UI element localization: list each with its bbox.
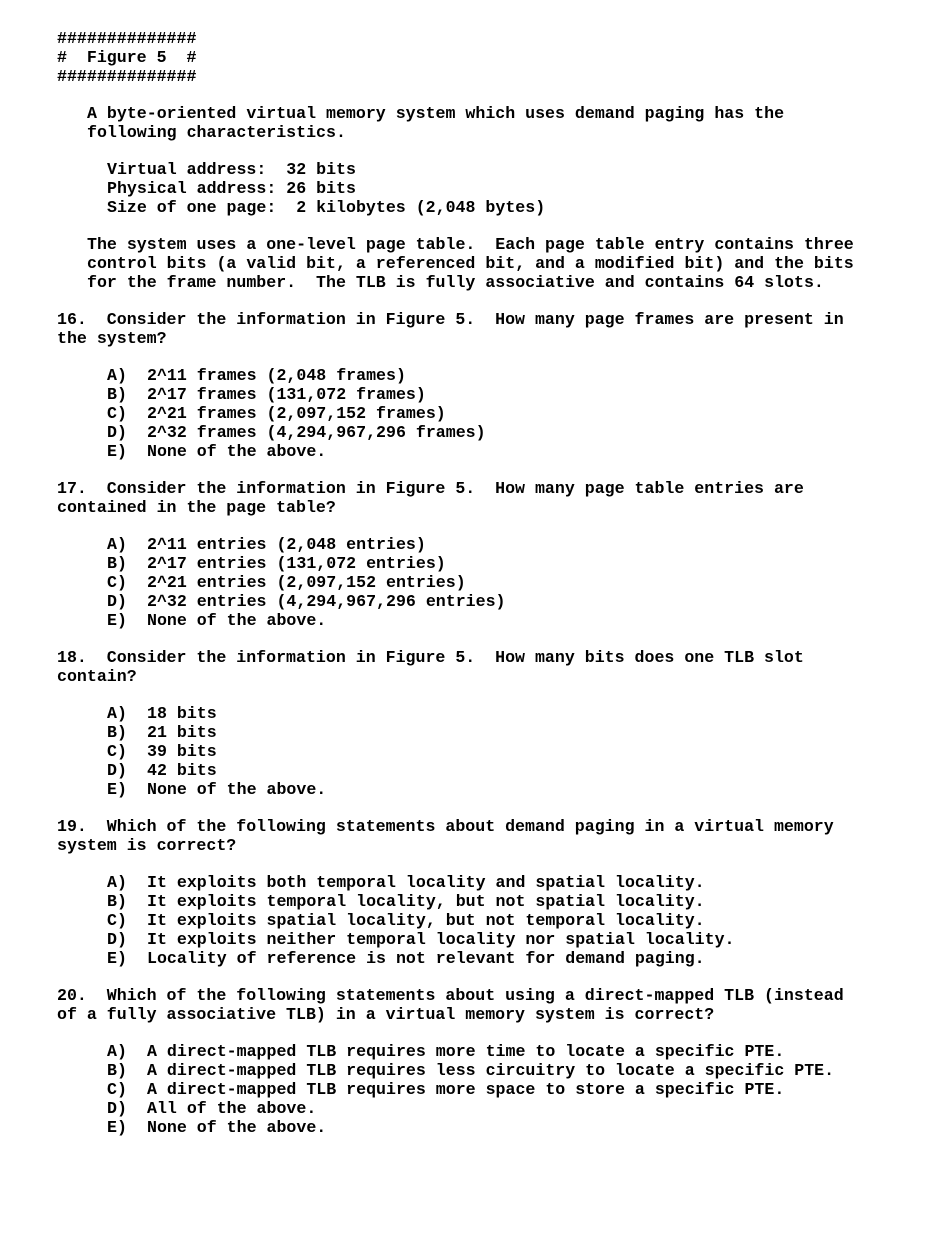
choice-b bbox=[57, 554, 937, 573]
choice-text: It exploits both temporal locality and spatial locality. bbox=[147, 873, 705, 892]
question-16 bbox=[57, 310, 937, 461]
choice-letter: A) bbox=[107, 704, 127, 723]
choice-letter: B) bbox=[107, 385, 127, 404]
choice-text: All of the above. bbox=[147, 1099, 317, 1118]
choice-text: 2^11 frames (2,048 frames) bbox=[147, 366, 406, 385]
choice-e bbox=[57, 949, 937, 968]
choice-letter: C) bbox=[107, 573, 127, 592]
choice-text: 2^21 entries (2,097,152 entries) bbox=[147, 573, 466, 592]
choice-letter: A) bbox=[107, 366, 127, 385]
choice-letter: B) bbox=[107, 892, 127, 911]
details-line: for the frame number. The TLB is fully associative and contains 64 slots. bbox=[87, 273, 824, 292]
figure-title: # Figure 5 # bbox=[57, 48, 197, 67]
choice-letter: E) bbox=[107, 1118, 127, 1137]
choice-letter: D) bbox=[107, 761, 127, 780]
choice-letter: B) bbox=[107, 1061, 127, 1080]
choice-text: 2^11 entries (2,048 entries) bbox=[147, 535, 426, 554]
choice-text: 2^32 entries (4,294,967,296 entries) bbox=[147, 592, 506, 611]
choice-a bbox=[57, 1042, 937, 1061]
choice-a bbox=[57, 535, 937, 554]
choice-e bbox=[57, 611, 937, 630]
choice-letter: C) bbox=[107, 1080, 127, 1099]
question-text: 17. Consider the information in Figure 5. How many page table entries are bbox=[57, 479, 804, 498]
choice-text: 21 bits bbox=[147, 723, 217, 742]
choice-d bbox=[57, 930, 937, 949]
details-line: control bits (a valid bit, a referenced bit, and a modified bit) and the bits bbox=[87, 254, 854, 273]
choice-letter: D) bbox=[107, 1099, 127, 1118]
choice-text: None of the above. bbox=[147, 1118, 327, 1137]
choice-d bbox=[57, 592, 937, 611]
choice-text: None of the above. bbox=[147, 442, 327, 461]
choice-text: A direct-mapped TLB requires less circuitry to locate a specific PTE. bbox=[147, 1061, 835, 1080]
question-text: 16. Consider the information in Figure 5. How many page frames are present in bbox=[57, 310, 844, 329]
choice-letter: A) bbox=[107, 535, 127, 554]
choice-a bbox=[57, 366, 937, 385]
exam-page bbox=[57, 29, 937, 1137]
choice-c bbox=[57, 742, 937, 761]
choice-d bbox=[57, 423, 937, 442]
choice-d bbox=[57, 1099, 937, 1118]
question-text: system is correct? bbox=[57, 836, 237, 855]
details-line: The system uses a one-level page table. Each page table entry contains three bbox=[87, 235, 854, 254]
choice-text: Locality of reference is not relevant for demand paging. bbox=[147, 949, 705, 968]
question-text: 18. Consider the information in Figure 5. How many bits does one TLB slot bbox=[57, 648, 804, 667]
choice-a bbox=[57, 704, 937, 723]
choice-letter: C) bbox=[107, 404, 127, 423]
choice-text: 2^17 entries (131,072 entries) bbox=[147, 554, 446, 573]
choice-letter: E) bbox=[107, 611, 127, 630]
choice-c bbox=[57, 911, 937, 930]
question-text: 20. Which of the following statements about using a direct-mapped TLB (instead bbox=[57, 986, 844, 1005]
choice-b bbox=[57, 385, 937, 404]
choice-letter: C) bbox=[107, 911, 127, 930]
choice-letter: D) bbox=[107, 423, 127, 442]
spec-physical-address: Physical address: 26 bits bbox=[107, 179, 356, 198]
choice-b bbox=[57, 892, 937, 911]
choice-a bbox=[57, 873, 937, 892]
choice-letter: D) bbox=[107, 592, 127, 611]
choice-letter: A) bbox=[107, 1042, 127, 1061]
choice-e bbox=[57, 442, 937, 461]
question-text: 19. Which of the following statements about demand paging in a virtual memory bbox=[57, 817, 834, 836]
choice-c bbox=[57, 1080, 937, 1099]
choice-text: 39 bits bbox=[147, 742, 217, 761]
choice-text: It exploits temporal locality, but not spatial locality. bbox=[147, 892, 705, 911]
choice-text: 2^21 frames (2,097,152 frames) bbox=[147, 404, 446, 423]
header-border-top: ############## bbox=[57, 29, 197, 48]
choice-text: It exploits spatial locality, but not temporal locality. bbox=[147, 911, 705, 930]
figure-specs bbox=[57, 160, 937, 217]
spec-virtual-address: Virtual address: 32 bits bbox=[107, 160, 356, 179]
choice-text: 18 bits bbox=[147, 704, 217, 723]
choice-c bbox=[57, 404, 937, 423]
choice-letter: E) bbox=[107, 442, 127, 461]
choice-e bbox=[57, 780, 937, 799]
header-border-bottom: ############## bbox=[57, 67, 197, 86]
choice-letter: B) bbox=[107, 723, 127, 742]
question-text: contain? bbox=[57, 667, 137, 686]
choice-c bbox=[57, 573, 937, 592]
choice-letter: C) bbox=[107, 742, 127, 761]
choice-text: It exploits neither temporal locality nor spatial locality. bbox=[147, 930, 735, 949]
choice-letter: A) bbox=[107, 873, 127, 892]
choice-text: None of the above. bbox=[147, 611, 327, 630]
choice-text: 2^32 frames (4,294,967,296 frames) bbox=[147, 423, 486, 442]
figure-intro bbox=[57, 104, 937, 142]
choice-letter: B) bbox=[107, 554, 127, 573]
question-text: the system? bbox=[57, 329, 167, 348]
choice-text: None of the above. bbox=[147, 780, 327, 799]
choice-text: A direct-mapped TLB requires more time to locate a specific PTE. bbox=[147, 1042, 785, 1061]
figure-details bbox=[57, 235, 937, 292]
choice-text: 2^17 frames (131,072 frames) bbox=[147, 385, 426, 404]
intro-line: following characteristics. bbox=[87, 123, 346, 142]
question-19 bbox=[57, 817, 937, 968]
choice-letter: E) bbox=[107, 949, 127, 968]
question-17 bbox=[57, 479, 937, 630]
choice-b bbox=[57, 723, 937, 742]
question-text: of a fully associative TLB) in a virtual memory system is correct? bbox=[57, 1005, 715, 1024]
question-18 bbox=[57, 648, 937, 799]
choice-letter: E) bbox=[107, 780, 127, 799]
question-20 bbox=[57, 986, 937, 1137]
choice-d bbox=[57, 761, 937, 780]
figure-header bbox=[57, 29, 937, 86]
choice-text: 42 bits bbox=[147, 761, 217, 780]
choice-letter: D) bbox=[107, 930, 127, 949]
choice-b bbox=[57, 1061, 937, 1080]
choice-e bbox=[57, 1118, 937, 1137]
spec-page-size: Size of one page: 2 kilobytes (2,048 bytes) bbox=[107, 198, 546, 217]
choice-text: A direct-mapped TLB requires more space to store a specific PTE. bbox=[147, 1080, 785, 1099]
question-text: contained in the page table? bbox=[57, 498, 336, 517]
intro-line: A byte-oriented virtual memory system which uses demand paging has the bbox=[87, 104, 785, 123]
